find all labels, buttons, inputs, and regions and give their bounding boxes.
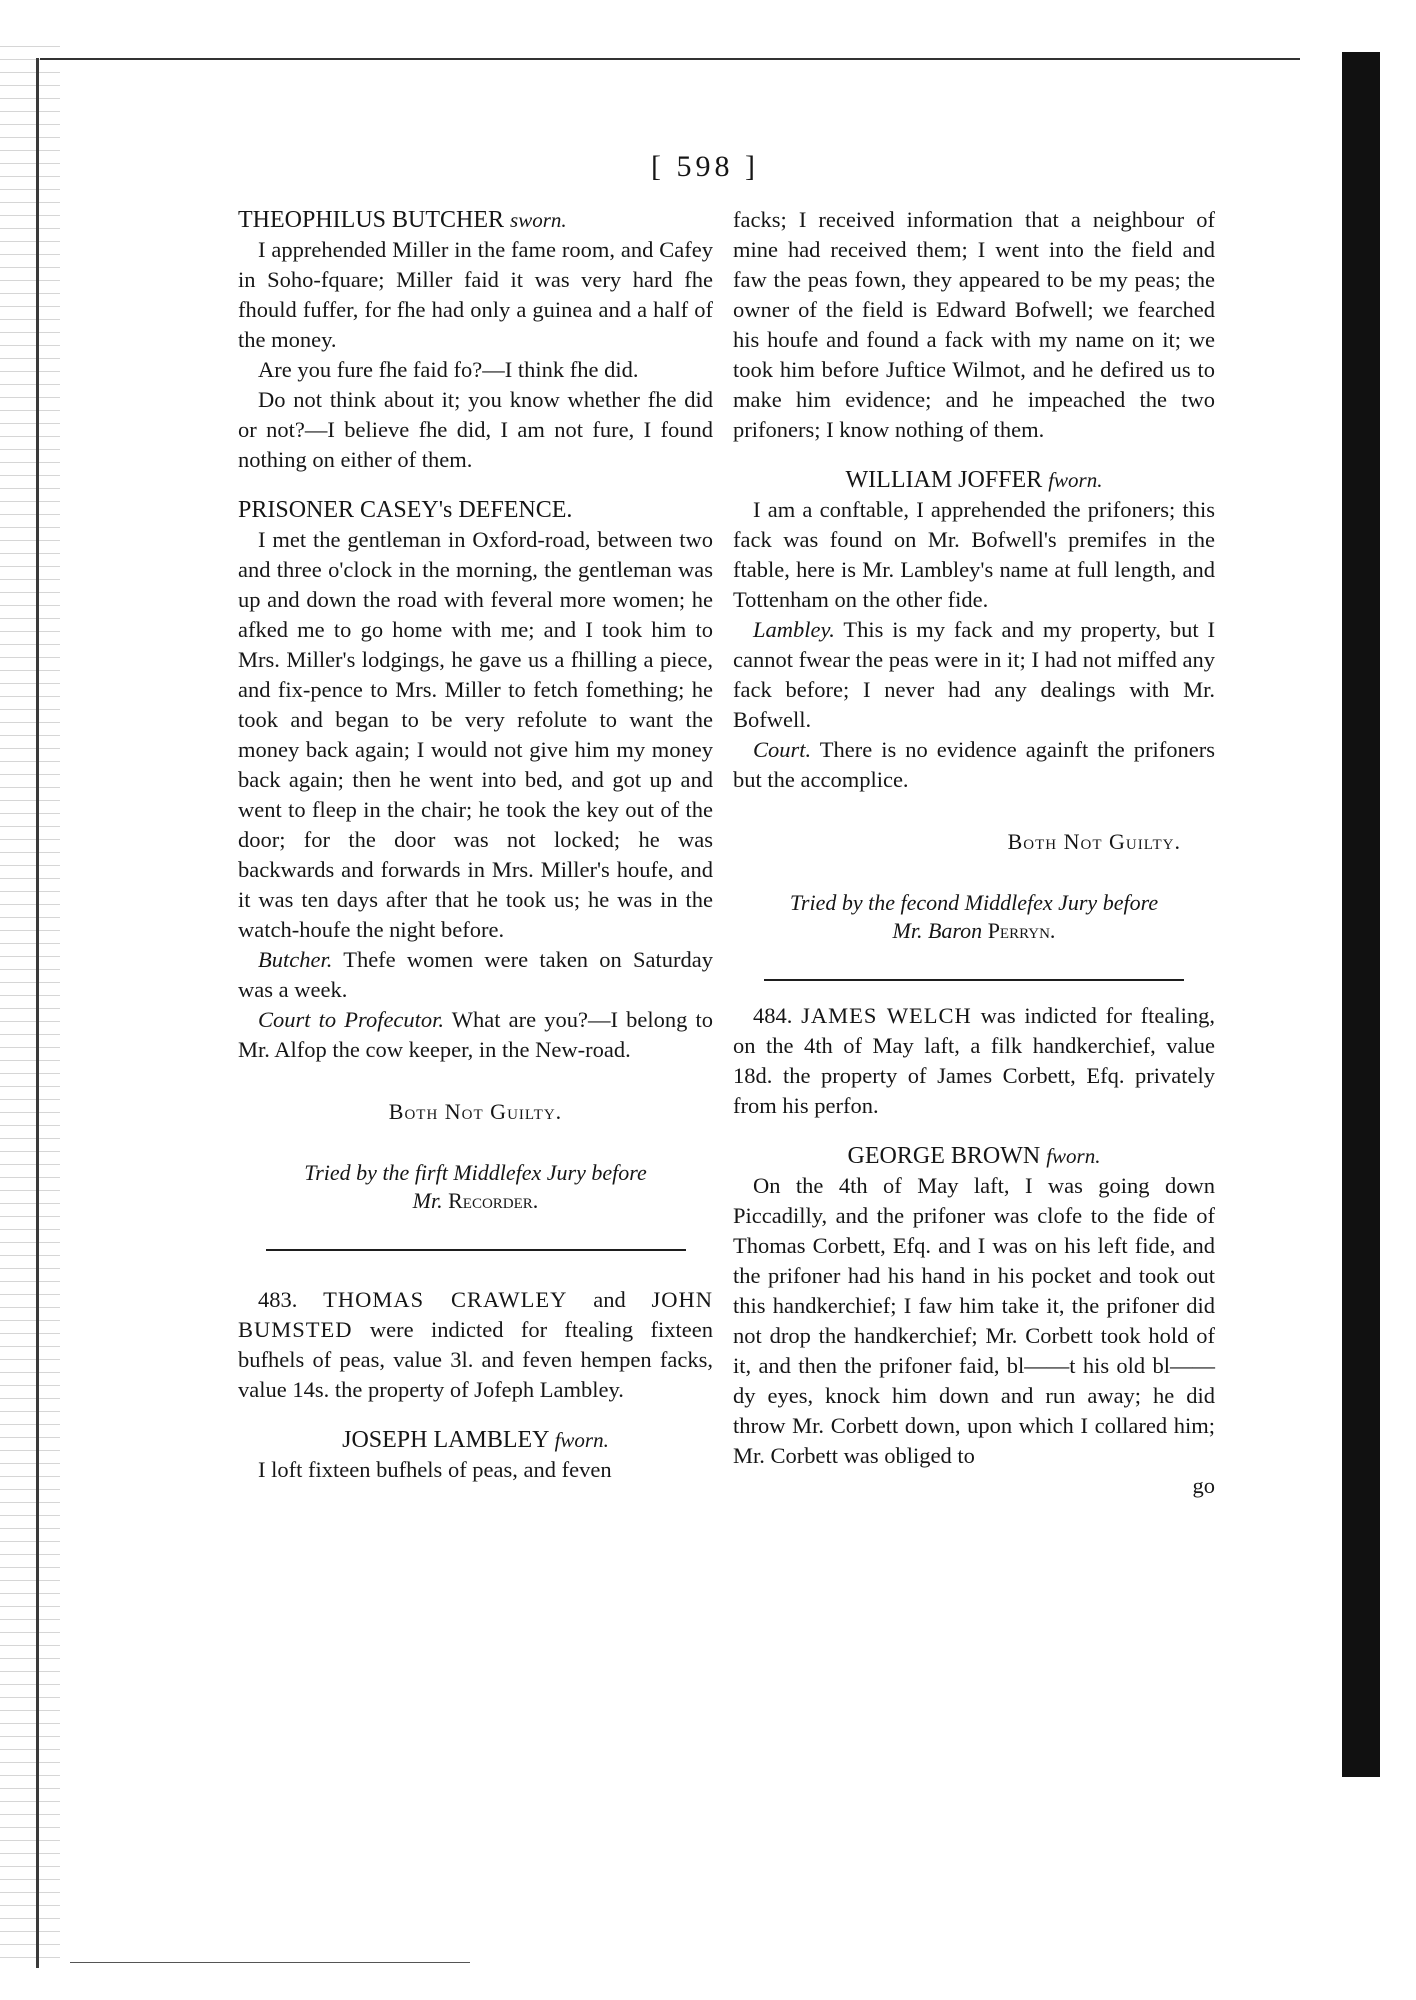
sworn-label: sworn. xyxy=(510,208,567,232)
judge-name: Perryn. xyxy=(987,918,1056,943)
judge-title: Mr. xyxy=(412,1188,443,1213)
sworn-label: fworn. xyxy=(1046,1144,1101,1168)
judge-line xyxy=(733,917,1215,945)
right-column xyxy=(733,205,1215,1501)
sworn-label: fworn. xyxy=(554,1428,609,1452)
testimony-paragraph xyxy=(733,735,1215,795)
speaker-text: There is no evidence againft the prifoners but the accomplice. xyxy=(733,737,1216,792)
indictment-paragraph xyxy=(238,1285,713,1405)
case-number: 484. xyxy=(753,1003,793,1028)
page-number: [ 598 ] xyxy=(651,150,759,183)
witness-heading-joffer xyxy=(733,465,1215,495)
defendant-name: JAMES WELCH xyxy=(801,1003,972,1028)
scan-left-edge xyxy=(36,58,39,1968)
speaker-text: Thefe women were taken on Saturday was a week. xyxy=(238,947,714,1002)
jury-line: Tried by the fecond Middlefex Jury before xyxy=(789,890,1159,915)
testimony-paragraph: On the 4th of May laft, I was going down Piccadilly, and the prifoner was clofe to the fide of Thomas Corbett, Efq. and I was on his left fide, and the prifoner had his hand in his pocket and took out this handkerchief; I faw him take it, the prifoner did not drop the handkerchief; Mr. Corbett took hold of it, and then the prifoner faid, bl——t his old bl——dy eyes, knock him down and run away; he did throw Mr. Corbett down, upon which I collared him; Mr. Corbett was obliged to xyxy=(733,1173,1215,1468)
witness-name: THEOPHILUS BUTCHER xyxy=(238,207,505,233)
speaker-text: What are you?—I belong to Mr. Alfop the cow keeper, in the New-road. xyxy=(238,1007,713,1062)
indictment-paragraph xyxy=(733,1001,1215,1121)
testimony-paragraph: I apprehended Miller in the fame room, and Cafey in Soho-fquare; Miller faid it was very hard fhe fhould fuffer, for fhe had only a guinea and a half of the money. xyxy=(238,237,713,352)
witness-name: GEORGE BROWN xyxy=(847,1143,1041,1169)
witness-name: JOSEPH LAMBLEY xyxy=(342,1427,549,1453)
conjunction: and xyxy=(593,1287,626,1312)
sworn-label: fworn. xyxy=(1048,468,1103,492)
catchword: go xyxy=(1192,1473,1215,1498)
defendant-name: THOMAS CRAWLEY xyxy=(323,1287,568,1312)
top-border-rule xyxy=(40,58,1300,60)
testimony-paragraph xyxy=(733,615,1215,735)
judge-name: Recorder. xyxy=(448,1188,539,1213)
testimony-paragraph xyxy=(238,945,713,1005)
speaker-text: This is my fack and my property, but I cannot fwear the peas were in it; I had not miffed any fack before; I never had any dealings with Mr. Bofwell. xyxy=(733,617,1215,732)
scan-left-margin xyxy=(0,40,60,1970)
case-number: 483. xyxy=(258,1287,298,1312)
verdict: Both Not Guilty. xyxy=(388,1099,563,1124)
scan-right-edge xyxy=(1342,52,1380,1777)
testimony-paragraph xyxy=(238,1005,713,1065)
defence-heading: PRISONER CASEY's DEFENCE. xyxy=(238,497,573,523)
jury-line: Tried by the firft Middlefex Jury before xyxy=(304,1160,647,1185)
indictment-text: were indicted for ftealing fixteen bufhels of peas, value 3l. and feven hempen facks, value 14s. the property of Jofeph Lambley. xyxy=(238,1317,713,1402)
defence-paragraph: I met the gentleman in Oxford-road, between two and three o'clock in the morning, the gentleman was up and down the road with feveral more women; he afked me to go home with me; and I took him to Mrs. Miller's lodgings, he gave us a fhilling a piece, and fix-pence to Mrs. Miller to fetch fomething; he took and began to be very refolute to want the money back again; I would not give him my money back again; then he went into bed, and got up and went to fleep in the chair; he took the key out of the door; for the door was not locked; he was backwards and forwards in Mrs. Miller's houfe, and it was ten days after that he took us; he was in the watch-houfe the night before. xyxy=(238,527,713,942)
defendant-name: JOHN BUMSTED xyxy=(238,1287,714,1342)
verdict: Both Not Guilty. xyxy=(1007,829,1181,854)
left-column xyxy=(238,205,713,1485)
judge-line xyxy=(238,1187,713,1215)
witness-heading-brown xyxy=(733,1141,1215,1171)
witness-name: WILLIAM JOFFER xyxy=(845,467,1043,493)
indictment-text: was indicted for ftealing, on the 4th of May laft, a filk handkerchief, value 18d. the property of James Corbett, Efq. privately from his perfon. xyxy=(733,1003,1216,1118)
witness-heading-lambley xyxy=(238,1425,713,1455)
speaker-label: Lambley. xyxy=(753,617,835,642)
speaker-label: Butcher. xyxy=(258,947,333,972)
testimony-paragraph: I loft fixteen bufhels of peas, and feven xyxy=(258,1457,612,1482)
testimony-paragraph: Do not think about it; you know whether fhe did or not?—I believe fhe did, I am not fure, I found nothing on either of them. xyxy=(238,387,713,472)
testimony-paragraph: Are you fure fhe faid fo?—I think fhe did. xyxy=(258,357,639,382)
testimony-paragraph: I am a conftable, I apprehended the prifoners; this fack was found on Mr. Bofwell's premifes in the ftable, here is Mr. Lambley's name at full length, and Tottenham on the other fide. xyxy=(733,497,1215,612)
bottom-border-rule xyxy=(70,1962,470,1963)
speaker-label: Court. xyxy=(753,737,812,762)
judge-title: Mr. Baron xyxy=(892,918,983,943)
speaker-label: Court to Profecutor. xyxy=(258,1007,445,1032)
testimony-paragraph: facks; I received information that a neighbour of mine had received them; I went into the field and faw the peas fown, they appeared to be my peas; the owner of the field is Edward Bofwell; we fearched his houfe and found a fack with my name on it; we took him before Juftice Wilmot, and he defired us to make him evidence; and he impeached the two prifoners; I know nothing of them. xyxy=(733,207,1215,442)
witness-heading-butcher xyxy=(238,205,713,235)
